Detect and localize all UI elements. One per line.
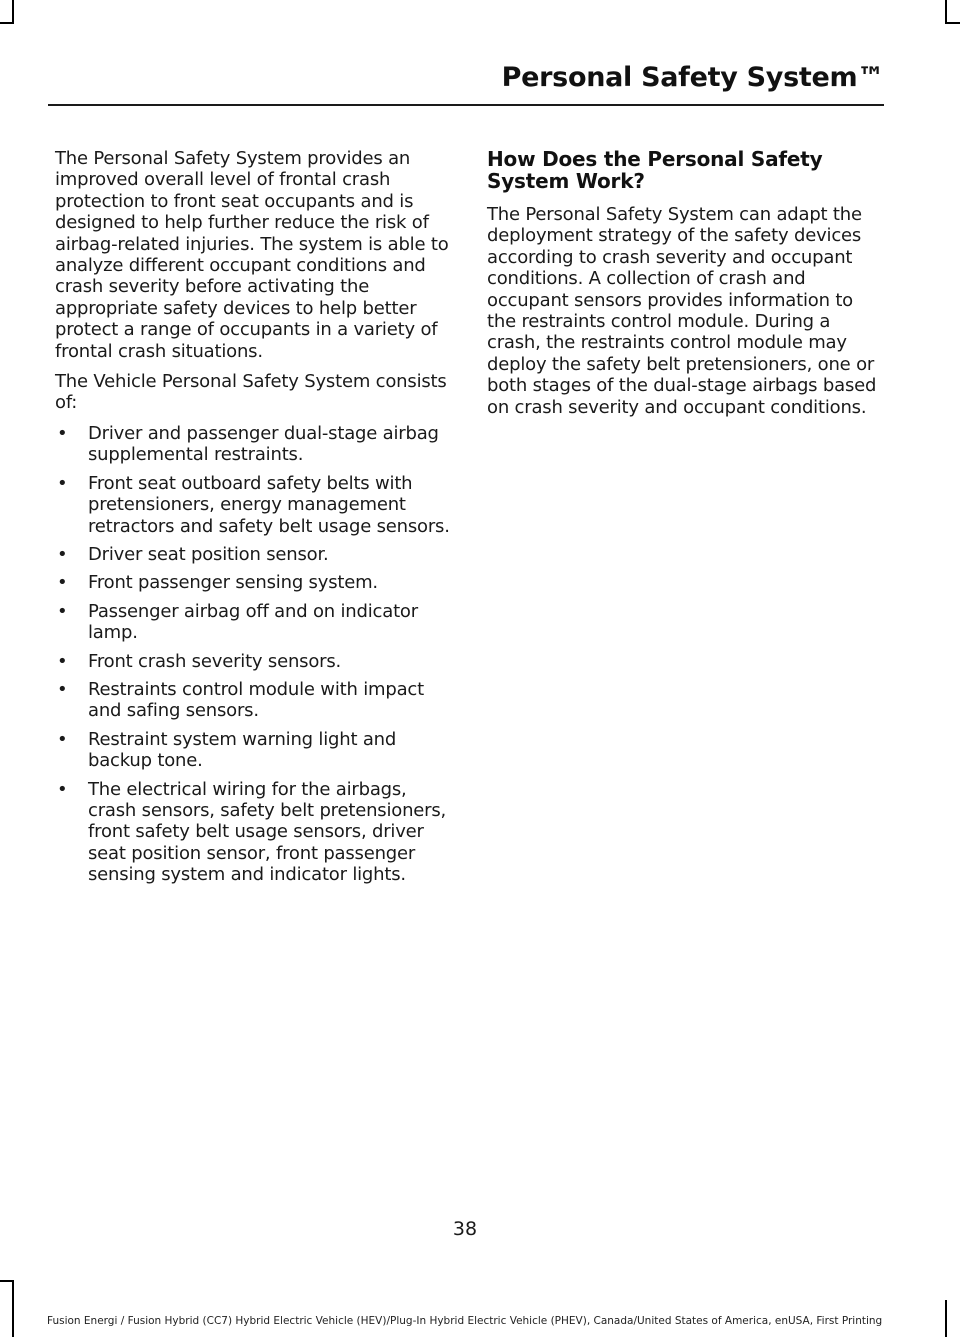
section-body: The Personal Safety System can adapt the deployment strategy of the safety devices according to crash severity and occupant conditions. A collection of crash and occupant sensors provides information to the restraints control module. During a crash, the restraints control module may deploy the safety belt pretensioners, one or both stages of the dual-stage airbags based on crash severity and occupant conditions. [487,204,877,418]
header-rule [48,104,884,106]
bullet-icon: • [57,543,68,565]
list-item-text: Restraints control module with impact and safing sensors. [88,678,424,722]
list-item [55,601,450,644]
bullet-icon: • [57,778,68,800]
bullet-icon: • [57,678,68,700]
list-item [55,729,450,772]
bullet-icon: • [57,600,68,622]
page-number: 38 [452,1218,478,1240]
bullet-icon: • [57,422,68,444]
crop-mark-bottom-left-horizontal [0,1280,14,1282]
list-item [55,779,450,886]
left-column [55,148,450,893]
list-item-text: Front seat outboard safety belts with pretensioners, energy management retractors and safety belt usage sensors. [88,472,450,537]
list-item [55,572,450,593]
list-item [55,423,450,466]
bullet-icon: • [57,728,68,750]
crop-mark-bottom-left-vertical [12,1280,14,1337]
list-item-text: Driver seat position sensor. [88,543,329,565]
list-item-text: Driver and passenger dual-stage airbag supplemental restraints. [88,422,439,466]
bullet-icon: • [57,472,68,494]
crop-mark-top-right-horizontal [945,22,960,24]
bullet-icon: • [57,572,68,594]
list-item [55,544,450,565]
crop-mark-top-left-horizontal [0,22,14,24]
page-title: Personal Safety System™ [501,62,884,93]
footer-text: Fusion Energi / Fusion Hybrid (CC7) Hybrid Electric Vehicle (HEV)/Plug-In Hybrid Electric Vehicle (PHEV), Canada/United States of America, enUSA, First Printing [47,1315,883,1327]
list-item-text: Passenger airbag off and on indicator lamp. [88,600,418,644]
list-item-text: The electrical wiring for the airbags, crash sensors, safety belt pretensioners, front safety belt usage sensors, driver seat position sensor, front passenger sensing system and indicator lights. [88,778,447,886]
section-heading: How Does the Personal Safety System Work? [487,147,823,193]
intro-paragraph: The Personal Safety System provides an improved overall level of frontal crash protection to front seat occupants and is designed to help further reduce the risk of airbag-related injuries. The system is able to analyze different occupant conditions and crash severity before activating the appropriate safety devices to help better protect a range of occupants in a variety of frontal crash situations. [55,148,449,362]
crop-mark-bottom-right-vertical [945,1300,947,1337]
list-item [55,651,450,672]
list-item-text: Restraint system warning light and backup tone. [88,728,397,772]
components-list [55,423,450,886]
crop-mark-top-right-vertical [945,0,947,24]
list-item-text: Front passenger sensing system. [88,572,378,594]
list-intro: The Vehicle Personal Safety System consists of: [55,371,447,414]
list-item [55,679,450,722]
list-item [55,473,450,537]
right-column [487,148,887,427]
list-item-text: Front crash severity sensors. [88,650,342,672]
crop-mark-top-left-vertical [12,0,14,24]
bullet-icon: • [57,650,68,672]
